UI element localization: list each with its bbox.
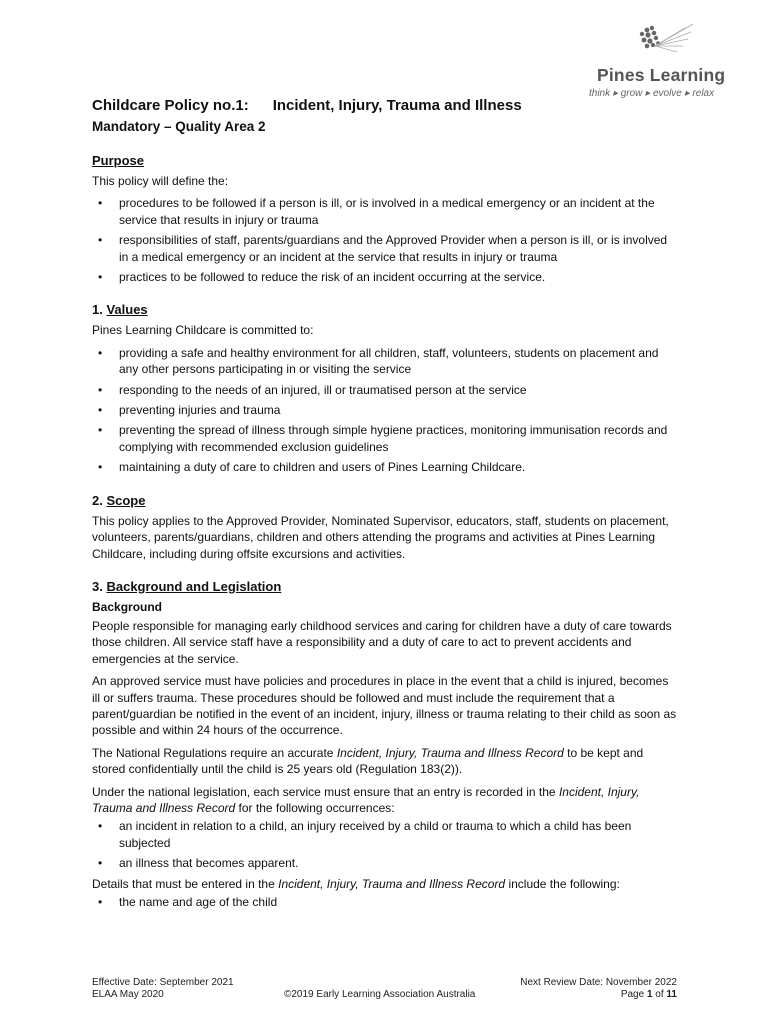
purpose-list bbox=[92, 195, 677, 285]
background-para-5: Details that must be entered in the Incident, Injury, Trauma and Illness Record include the following: bbox=[92, 876, 620, 891]
occurrences-list bbox=[92, 818, 677, 871]
logo-brand-name: Pines Learning bbox=[597, 65, 726, 85]
list-item: • preventing injuries and trauma bbox=[92, 402, 677, 418]
document-body bbox=[92, 96, 677, 914]
scope-text: This policy applies to the Approved Provider, Nominated Supervisor, educators, staff, students on placement, volunteers, parents/guardians, children and others attending the programs and activities at Pines Learning Childcare, including during offsite excursions and activities. bbox=[92, 513, 669, 561]
page-footer bbox=[92, 977, 677, 1001]
policy-number: Childcare Policy no.1: bbox=[92, 97, 249, 114]
review-date: Next Review Date: November 2022 bbox=[520, 977, 677, 988]
list-item: • responding to the needs of an injured, ill or traumatised person at the service bbox=[92, 382, 677, 398]
effective-date: Effective Date: September 2021 bbox=[92, 977, 234, 988]
pines-learning-logo bbox=[585, 22, 745, 102]
list-item: • an illness that becomes apparent. bbox=[92, 855, 677, 871]
purpose-intro: This policy will define the: bbox=[92, 174, 229, 188]
background-para-1: People responsible for managing early childhood services and caring for children have a duty of care towards those children. All service staff have a responsibility and a duty of care to act to prevent accidents and emergencies at the service. bbox=[92, 618, 672, 666]
background-para-3: The National Regulations require an accurate Incident, Injury, Trauma and Illness Record to be kept and stored confidentially until the child is 25 years old (Regulation 183(2)). bbox=[92, 745, 644, 777]
page-number: Page 1 of 11 bbox=[620, 989, 677, 1000]
list-item: • providing a safe and healthy environment for all children, staff, volunteers, students on placement and any other persons participating in or visiting the service bbox=[92, 345, 677, 378]
copyright: ©2019 Early Learning Association Australia bbox=[284, 989, 476, 1000]
background-para-4: Under the national legislation, each service must ensure that an entry is recorded in the Incident, Injury, Trauma and Illness Record for the following occurrences: bbox=[92, 784, 640, 815]
list-item: • responsibilities of staff, parents/guardians and the Approved Provider when a person is ill, or is involved in a medical emergency or an incident at the service that results in injury or trauma bbox=[92, 232, 677, 265]
pine-tree-icon bbox=[625, 22, 695, 66]
list-item: • preventing the spread of illness through simple hygiene practices, monitoring immunisation records and complying with recommended exclusion guidelines bbox=[92, 422, 677, 455]
logo-tagline: think ▸ grow ▸ evolve ▸ relax bbox=[589, 88, 715, 99]
values-intro: Pines Learning Childcare is committed to: bbox=[92, 323, 314, 338]
values-heading: 1. Values bbox=[92, 302, 148, 318]
scope-heading: 2. Scope bbox=[92, 492, 146, 508]
values-list bbox=[92, 345, 677, 476]
background-heading: 3. Background and Legislation bbox=[92, 578, 282, 594]
details-list bbox=[92, 894, 677, 910]
list-item: • practices to be followed to reduce the risk of an incident occurring at the service. bbox=[92, 269, 677, 285]
list-item: • an incident in relation to a child, an injury received by a child or trauma to which a child has been subjected bbox=[92, 818, 677, 851]
list-item: • the name and age of the child bbox=[92, 894, 677, 910]
policy-name: Incident, Injury, Trauma and Illness bbox=[272, 97, 522, 114]
list-item: • procedures to be followed if a person is ill, or is involved in a medical emergency or an incident at the service that results in injury or trauma bbox=[92, 195, 677, 228]
list-item: • maintaining a duty of care to children and users of Pines Learning Childcare. bbox=[92, 459, 677, 475]
page-subtitle: Mandatory – Quality Area 2 bbox=[92, 119, 266, 134]
purpose-heading: Purpose bbox=[92, 153, 145, 168]
background-subheading: Background bbox=[92, 599, 163, 614]
background-para-2: An approved service must have policies and procedures in place in the event that a child is injured, becomes ill or suffers trauma. These procedures should be followed and must include the requirement that a parent/guardian be notified in the event of an incident, injury, illness or trauma relating to their child as soon as possible and within 24 hours of the occurrence. bbox=[92, 674, 677, 738]
elaa-version: ELAA May 2020 bbox=[92, 989, 164, 1000]
page-title bbox=[92, 96, 677, 116]
